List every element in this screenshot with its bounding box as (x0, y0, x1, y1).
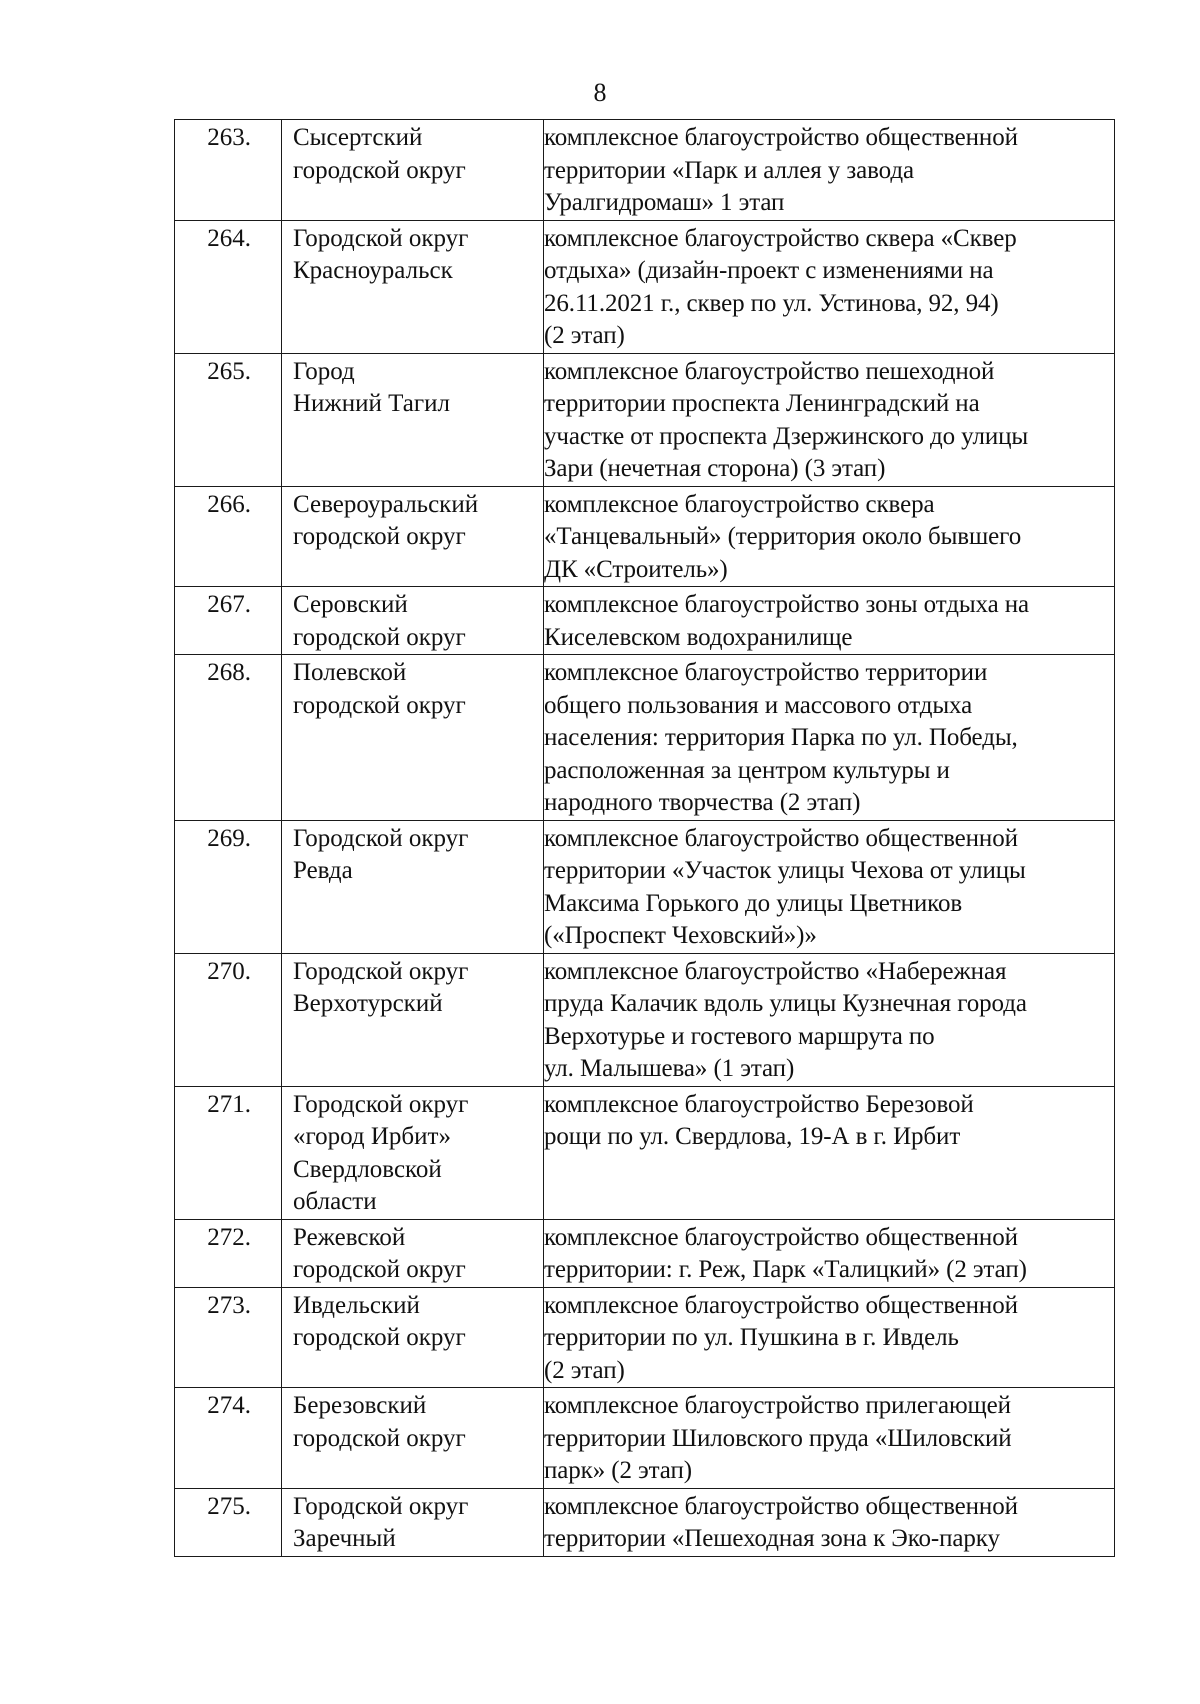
municipality-line: городской округ (293, 1256, 466, 1283)
row-number: 267. (175, 587, 282, 655)
description-line: Максима Горького до улицы Цветников (544, 889, 963, 917)
description-line: 26.11.2021 г., сквер по ул. Устинова, 92, 94) (544, 289, 999, 317)
row-number: 270. (175, 953, 282, 1086)
municipality-line: Нижний Тагил (293, 390, 450, 417)
description-line: территории по ул. Пушкина в г. Ивдель (544, 1324, 959, 1351)
description-cell (544, 587, 1115, 655)
description-cell (544, 120, 1115, 221)
description-line: парк» (2 этап) (544, 1457, 692, 1484)
row-number: 274. (175, 1388, 282, 1489)
municipality-line: Город (293, 357, 355, 385)
municipality-cell (282, 655, 544, 821)
row-number: 265. (175, 353, 282, 486)
description-cell (544, 1488, 1115, 1556)
description-line: («Проспект Чеховский»)» (544, 922, 817, 949)
description-line: населения: территория Парка по ул. Победы, (544, 724, 1018, 751)
description-line: территории «Участок улицы Чехова от улицы (544, 857, 1026, 884)
description-line: комплексное благоустройство Березовой (544, 1090, 974, 1118)
municipality-line: городской округ (293, 691, 466, 719)
table-row (175, 953, 1115, 1086)
municipality-line: Городской округ (293, 957, 469, 985)
description-cell (544, 655, 1115, 821)
description-line: Уралгидромаш» 1 этап (544, 189, 785, 216)
description-line: «Танцевальный» (территория около бывшего (544, 523, 1022, 550)
description-line: Зари (нечетная сторона) (3 этап) (544, 455, 886, 482)
municipality-line: Режевской (293, 1223, 406, 1251)
description-cell (544, 953, 1115, 1086)
municipality-line: Полевской (293, 659, 407, 686)
row-number: 264. (175, 220, 282, 353)
table-row (175, 220, 1115, 353)
row-number: 271. (175, 1086, 282, 1219)
municipality-line: городской округ (293, 623, 466, 651)
row-number: 266. (175, 486, 282, 587)
municipality-cell (282, 1388, 544, 1489)
table-row (175, 1086, 1115, 1219)
table-row (175, 1219, 1115, 1287)
row-number: 275. (175, 1488, 282, 1556)
description-line: комплексное благоустройство общественной (544, 1223, 1018, 1251)
table-row (175, 655, 1115, 821)
description-line: территории «Пешеходная зона к Эко-парку (544, 1525, 1000, 1552)
municipality-line: Городской округ (293, 1492, 469, 1520)
description-line: Киселевском водохранилище (544, 623, 853, 651)
description-cell (544, 1388, 1115, 1489)
description-cell (544, 1219, 1115, 1287)
municipality-cell (282, 1488, 544, 1556)
municipality-line: Заречный (293, 1525, 396, 1552)
table-row (175, 820, 1115, 953)
description-line: комплексное благоустройство территории (544, 659, 988, 686)
municipality-cell (282, 220, 544, 353)
row-number: 268. (175, 655, 282, 821)
municipality-line: области (293, 1188, 377, 1215)
municipality-cell (282, 1086, 544, 1219)
municipality-line: Свердловской (293, 1155, 442, 1183)
municipality-line: Красноуральск (293, 257, 453, 284)
description-line: пруда Калачик вдоль улицы Кузнечная города (544, 990, 1027, 1017)
municipality-cell (282, 1219, 544, 1287)
projects-table (174, 119, 1115, 1557)
municipality-cell (282, 486, 544, 587)
municipality-cell (282, 120, 544, 221)
municipality-line: Североуральский (293, 490, 479, 518)
description-line: комплексное благоустройство общественной (544, 124, 1018, 151)
table-row (175, 1488, 1115, 1556)
description-line: комплексное благоустройство общественной (544, 1291, 1018, 1319)
description-line: отдыха» (дизайн-проект с изменениями на (544, 257, 994, 284)
description-cell (544, 486, 1115, 587)
page-number: 8 (593, 78, 607, 107)
description-line: комплексное благоустройство прилегающей (544, 1392, 1011, 1419)
municipality-line: Березовский (293, 1392, 427, 1419)
municipality-line: Серовский (293, 591, 408, 618)
description-line: комплексное благоустройство пешеходной (544, 357, 995, 385)
municipality-cell (282, 1287, 544, 1388)
description-line: ул. Малышева» (1 этап) (544, 1055, 795, 1082)
municipality-line: «город Ирбит» (293, 1123, 451, 1150)
projects-table-body (175, 120, 1115, 1557)
municipality-line: Ревда (293, 857, 353, 884)
table-row (175, 587, 1115, 655)
municipality-line: Сысертский (293, 124, 423, 151)
table-row (175, 1388, 1115, 1489)
description-line: комплексное благоустройство «Набережная (544, 957, 1007, 985)
description-cell (544, 820, 1115, 953)
row-number: 272. (175, 1219, 282, 1287)
row-number: 273. (175, 1287, 282, 1388)
description-line: народного творчества (2 этап) (544, 789, 861, 816)
table-row (175, 1287, 1115, 1388)
table-row (175, 353, 1115, 486)
description-line: рощи по ул. Свердлова, 19-А в г. Ирбит (544, 1123, 961, 1150)
row-number: 263. (175, 120, 282, 221)
description-cell (544, 353, 1115, 486)
row-number: 269. (175, 820, 282, 953)
description-line: комплексное благоустройство зоны отдыха на (544, 591, 1030, 618)
description-line: (2 этап) (544, 1356, 625, 1384)
municipality-cell (282, 353, 544, 486)
table-row (175, 120, 1115, 221)
municipality-line: Городской округ (293, 1090, 469, 1118)
description-cell (544, 220, 1115, 353)
municipality-line: городской округ (293, 156, 466, 184)
description-line: участке от проспекта Дзержинского до улицы (544, 422, 1029, 450)
description-line: территории Шиловского пруда «Шиловский (544, 1424, 1012, 1452)
municipality-line: городской округ (293, 1424, 466, 1452)
municipality-cell (282, 953, 544, 1086)
municipality-cell (282, 587, 544, 655)
municipality-line: Верхотурский (293, 990, 443, 1017)
description-cell (544, 1086, 1115, 1219)
description-line: Верхотурье и гостевого маршрута по (544, 1022, 935, 1050)
description-line: комплексное благоустройство сквера «Сквер (544, 224, 1017, 252)
description-line: комплексное благоустройство общественной (544, 824, 1018, 852)
description-line: ДК «Строитель») (544, 555, 728, 583)
municipality-line: городской округ (293, 1324, 466, 1351)
table-row (175, 486, 1115, 587)
description-cell (544, 1287, 1115, 1388)
description-line: территории: г. Реж, Парк «Талицкий» (2 этап) (544, 1256, 1027, 1283)
description-line: расположенная за центром культуры и (544, 756, 950, 784)
municipality-line: Городской округ (293, 224, 469, 252)
municipality-line: городской округ (293, 523, 466, 550)
municipality-line: Ивдельский (293, 1291, 420, 1319)
description-line: территории проспекта Ленинградский на (544, 390, 980, 417)
municipality-cell (282, 820, 544, 953)
municipality-line: Городской округ (293, 824, 469, 852)
description-line: (2 этап) (544, 322, 625, 349)
description-line: общего пользования и массового отдыха (544, 691, 973, 719)
description-line: комплексное благоустройство общественной (544, 1492, 1018, 1520)
description-line: комплексное благоустройство сквера (544, 490, 935, 518)
description-line: территории «Парк и аллея у завода (544, 156, 914, 184)
